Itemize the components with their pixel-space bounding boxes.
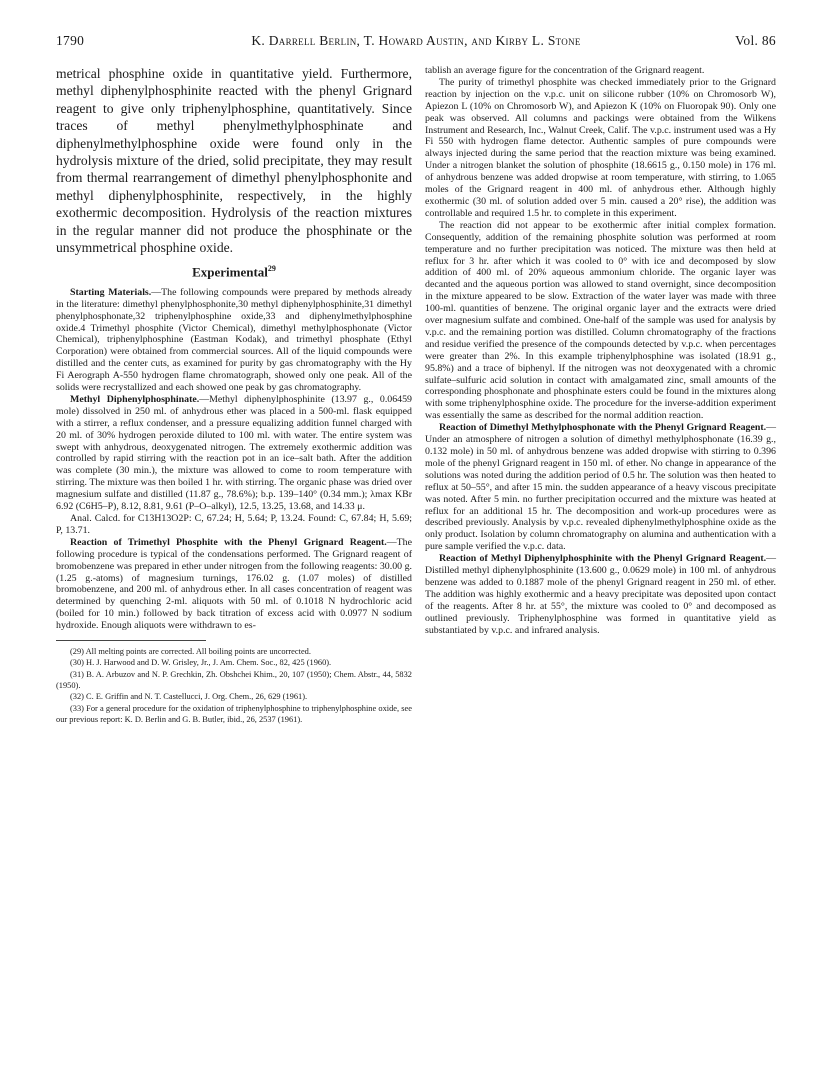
running-header	[56, 33, 776, 51]
header-authors: K. Darrell Berlin, T. Howard Austin, and Kirby L. Stone	[251, 33, 581, 48]
section-heading	[56, 264, 412, 280]
right-column	[425, 65, 776, 637]
methyl-diphenylphosphinate-paragraph	[56, 394, 412, 513]
trimethyl-phosphite-paragraph	[56, 537, 412, 632]
starting-materials-paragraph	[56, 287, 412, 394]
run-in-heading: Reaction of Methyl Diphenylphosphinite with the Phenyl Grignard Reagent.	[439, 553, 767, 565]
footnote-divider	[56, 640, 206, 641]
methyl-diphenylphosphinite-paragraph	[425, 553, 776, 636]
intro-paragraph: metrical phosphine oxide in quantitative yield. Furthermore, methyl diphenylphosphinite reacted with the phenyl Grignard reagent to give only triphenylphosphine, quantitatively. Since traces of methyl phenylmethylphosphinate and diphenylmethylphosphine oxide were found only in the hydrolysis mixture of the dried, solid precipitate, they may result from thermal rearrangement of dimethyl phenylphosphonite and methyl diphenylphosphinite, respectively, in the highly exothermic decomposition. Hydrolysis of the reaction mixtures in the regular manner did not produce the phosphinate or the unsymmetrical phosphine oxide.	[56, 66, 412, 256]
section-title: Experimental	[192, 264, 268, 280]
page-number: 1790	[56, 33, 85, 48]
paragraph-text: —The following procedure is typical of the condensations performed. The Grignard reagent of bromobenzene was prepared in ether under nitrogen from the following reagents: 30.00 g. (1.25 g.-atoms) of magnesium turnings, 176.02 g. (1.07 moles) of distilled bromobenzene, and 200 ml. of anhydrous ether. In all cases concentration of reagent was determined by quenching 2-ml. aliquots with 50 ml. of 0.1018 N hydrochloric acid (boiled for 10 min.) followed by back titration of excess acid with 0.0977 N sodium hydroxide. Enough aliquots were withdrawn to es-	[56, 536, 412, 632]
paragraph-text: —Under an atmosphere of nitrogen a solution of dimethyl methylphosphonate (16.39 g., 0.132 mole) in 50 ml. of anhydrous benzene was added dropwise with stirring to 0.396 mole of the phenyl Grignard reagent in 150 ml. of ether. No change in appearance of the solutions was noted during the addition period of 0.5 hr. The solution was then heated to reflux at 50–55°, and after 15 min. the sudden appearance of a heavy viscous precipitate was noted. After 5 min. no further precipitation occurred and the mixture was heated at reflux for an additional 15 hr. The decomposition and work-up procedures were as described previously. Analysis by v.p.c. revealed diphenylmethylphosphine oxide as the only product. Isolation by column chromatography on alumina and authentication with a pure sample verified the v.p.c. data.	[425, 422, 776, 553]
continued-paragraph: tablish an average figure for the concentration of the Grignard reagent.	[425, 65, 705, 76]
footnote: (29) All melting points are corrected. All boiling points are uncorrected.	[70, 647, 311, 657]
left-column	[56, 65, 412, 725]
run-in-heading: Starting Materials.	[70, 286, 152, 298]
footnote: (30) H. J. Harwood and D. W. Grisley, Jr., J. Am. Chem. Soc., 82, 425 (1960).	[70, 658, 332, 668]
paragraph-text: —Distilled methyl diphenylphosphinite (13.600 g., 0.0629 mole) in 100 ml. of anhydrous benzene was added to 0.1887 mole of the phenyl Grignard reagent in 250 ml. of ether. The addition was highly exothermic and a heavy precipitate was deposited upon contact of the reagents. After 8 hr. at 55°, the mixture was cooled to 0° and decomposed as outlined previously. Triphenylphosphine was formed in quantitative yield as substantiated by v.p.c. and infrared analysis.	[425, 553, 776, 636]
run-in-heading: Reaction of Trimethyl Phosphite with the Phenyl Grignard Reagent.	[70, 536, 387, 548]
purity-paragraph: The purity of trimethyl phosphite was checked immediately prior to the Grignard reaction by injection on the v.p.c. unit on silicone rubber (10% on Chromosorb W), Apiezon L (10% on Chromosorb W), and Apiezon K (10% on Fluoropak 90). Only one peak was observed. All columns and packings were obtained from the Wilkens Instrument and Research, Inc., Walnut Creek, Calif. The v.p.c. instrument used was a Hy Fi 550 with hydrogen flame detector. Authentic samples of pure compounds were always injected during the same period that the reaction mixture was being examined. Under a nitrogen blanket the solution of phosphite (18.6615 g., 0.150 mole) in 176 ml. of anhydrous benzene was added dropwise at room temperature, with stirring, to 1.065 moles of the Grignard reagent in 400 ml. of anhydrous ether. Although highly exothermic (30 ml. of solution added over 5 min. caused a 20° rise), the addition was controllable and required 1.5 hr. to complete in this experiment.	[425, 76, 776, 219]
section-footnote-ref: 29	[267, 264, 276, 274]
run-in-heading: Reaction of Dimethyl Methylphosphonate with the Phenyl Grignard Reagent.	[439, 422, 767, 434]
journal-volume: Vol. 86	[735, 33, 776, 48]
analysis-paragraph: Anal. Calcd. for C13H13O2P: C, 67.24; H, 5.64; P, 13.24. Found: C, 67.84; H, 5.69; P, 13.71.	[56, 513, 412, 536]
dimethyl-methylphosphonate-paragraph	[425, 422, 776, 553]
paragraph-text: —The following compounds were prepared by methods already in the literature: dimethyl phenylphosphonite,30 methyl diphenylphosphinite,31 dimethyl phenylphosphonate,32 triphenylphosphine oxide,33 and diphenylmethylphosphine oxide.4 Trimethyl phosphite (Victor Chemical), dimethyl methylphosphonate (Victor Chemical), triphenylphosphine (Eastman Kodak), and trimethyl phosphate (Ethyl Corporation) were obtained from commercial sources. All of the liquid compounds were distilled and the center cuts, as examined for purity by gas chromatography with the Hy Fi Aerograph A-550 hydrogen flame chromatograph, showed only one peak. All of the solids were recrystallized and each showed one peak by gas chromatography.	[56, 286, 412, 394]
footnotes	[56, 646, 412, 725]
paragraph-text: —Methyl diphenylphosphinite (13.97 g., 0.06459 mole) dissolved in 250 ml. of anhydrous ether was placed in a 500-ml. flask equipped with a stirrer, a reflux condenser, and a pressure equalizing addition funnel charged with 20 ml. of 30% hydrogen peroxide diluted to 100 ml. with water. The entire system was swept with anhydrous, deoxygenated nitrogen. The extremely exothermic addition was controlled by rapid stirring with the reaction pot in an ice–salt bath. After the addition was complete (30 min.), the mixture was allowed to come to room temperature with stirring. The mixture was then boiled 1 hr. with stirring. The organic phase was dried over magnesium sulfate and distilled (11.87 g., 78.6%); b.p. 139–140° (0.34 mm.); λmax KBr 6.92 (C6H5–P), 8.12, 8.81, 9.61 (P–O–alkyl), 12.5, 13.25, 13.68, and 14.33 μ.	[56, 393, 412, 513]
footnote: (31) B. A. Arbuzov and N. P. Grechkin, Zh. Obshchei Khim., 20, 107 (1950); Chem. Abstr., 44, 5832 (1950).	[56, 669, 412, 690]
run-in-heading: Methyl Diphenylphosphinate.	[70, 393, 200, 405]
footnote: (32) C. E. Griffin and N. T. Castellucci, J. Org. Chem., 26, 629 (1961).	[70, 692, 308, 702]
reaction-paragraph: The reaction did not appear to be exothermic after initial complex formation. Consequently, addition of the remaining phosphite solution was performed at room temperature and no further precipitation was noticed. The mixture was then held at reflux for 3 hr. after which it was cooled to 0° with ice and decomposed by slow addition of 400 ml. of 20% aqueous ammonium chloride. The organic layer was decanted and the aqueous portion was allowed to stand overnight, since decomposition in the mixture appeared to be slow. Extraction of the water layer was made with three 100-ml. quantities of benzene. The original organic layer and the extracts were dried over magnesium sulfate and combined. One-half of the sample was used for analysis by v.p.c. and the remaining portion was distilled. Column chromatography of the fractions and residue verified the presence of the compounds detected by v.p.c. when percentages were greater than 2%. In this example triphenylphosphine was isolated (18.91 g., 95.8%) and a trace of biphenyl. If the nitrogen was not deoxygenated with a chromic sulfate–sulfuric acid solution in contact with amalgamated zinc, small amounts of the corresponding phosphonate and phosphinate esters could be found in the mixtures along with some triphenylphosphine oxide. The procedure for the inverse-addition experiment was essentially the same as described for the normal addition reaction.	[425, 219, 776, 422]
footnote: (33) For a general procedure for the oxidation of triphenylphosphine to triphenylphosphine oxide, see our previous report: K. D. Berlin and G. B. Butler, ibid., 26, 2537 (1961).	[56, 703, 412, 724]
